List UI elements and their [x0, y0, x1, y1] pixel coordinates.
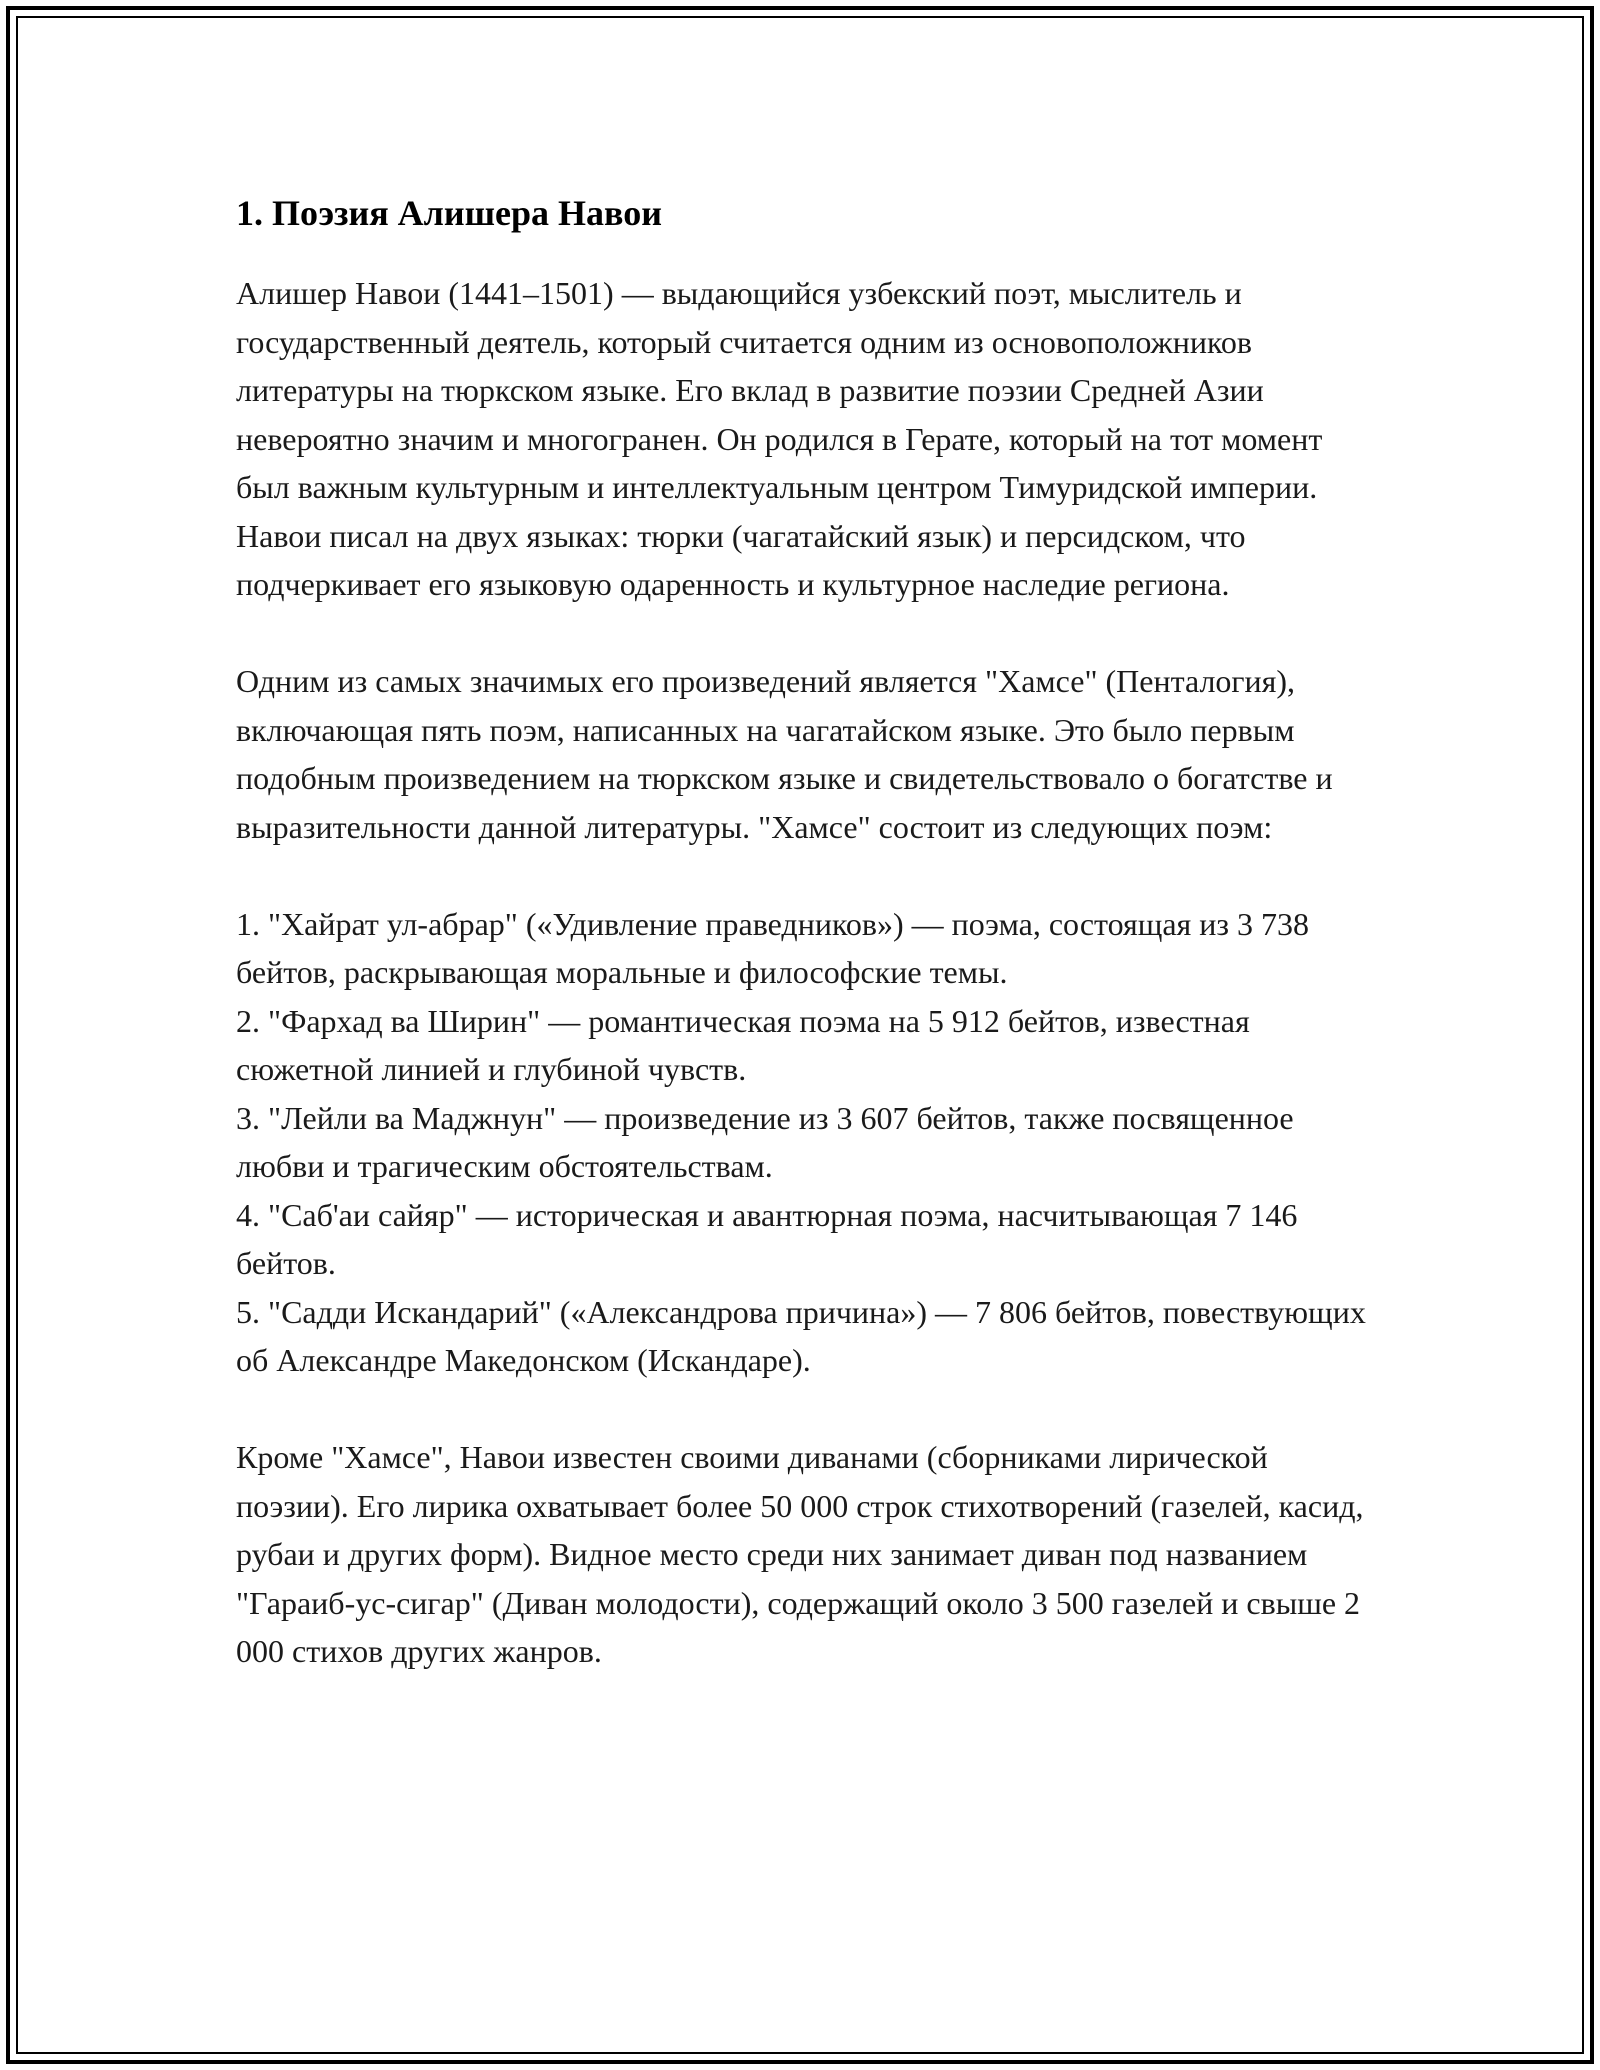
intro-paragraph: Алишер Навои (1441–1501) — выдающийся узбекский поэт, мыслитель и государственный деятель, который считается одним из основоположников литературы на тюркском языке. Его вклад в развитие поэзии Средней Азии невероятно значим и многогранен. Он родился в Герате, который на тот момент был важным культурным и интеллектуальным центром Тимуридской империи. Навои писал на двух языках: тюрки (чагатайский язык) и персидском, что подчеркивает его языковую одаренность и культурное наследие региона.: [236, 275, 1323, 602]
divans-paragraph: Кроме "Хамсе", Навои известен своими диванами (сборниками лирической поэзии). Его лирика охватывает более 50 000 строк стихотворений (газелей, касид, рубаи и других форм). Видное место среди них занимает диван под названием "Гараиб-ус-сигар" (Диван молодости), содержащий около 3 500 газелей и свыше 2 000 стихов других жанров.: [236, 1439, 1364, 1669]
poem-list-item: 1. "Хайрат ул-абрар" («Удивление праведников») — поэма, состоящая из 3 738 бейтов, раскрывающая моральные и философские темы.: [236, 905, 1310, 990]
poem-list-item: 2. "Фархад ва Ширин" — романтическая поэма на 5 912 бейтов, известная сюжетной линией и глубиной чувств.: [236, 1002, 1250, 1087]
poem-list-item: 4. "Саб'аи сайяр" — историческая и авантюрная поэма, насчитывающая 7 146 бейтов.: [236, 1196, 1298, 1281]
paragraph-spacer: [236, 609, 1376, 658]
document-body: [236, 185, 1376, 1676]
paragraph-spacer: [236, 1385, 1376, 1434]
section-heading: 1. Поэзия Алишера Навои: [236, 193, 662, 233]
poem-list-item: 3. "Лейли ва Маджнун" — произведение из 3 607 бейтов, также посвященное любви и трагическим обстоятельствам.: [236, 1099, 1294, 1184]
khamsa-paragraph: Одним из самых значимых его произведений является "Хамсе" (Пенталогия), включающая пять поэм, написанных на чагатайском языке. Это было первым подобным произведением на тюркском языке и свидетельствовало о богатстве и выразительности данной литературы. "Хамсе" состоит из следующих поэм:: [236, 663, 1333, 845]
poem-list: [236, 900, 1376, 1385]
paragraph-spacer: [236, 851, 1376, 900]
poem-list-item: 5. "Садди Искандарий" («Александрова причина») — 7 806 бейтов, повествующих об Александре Македонском (Искандаре).: [236, 1293, 1366, 1378]
